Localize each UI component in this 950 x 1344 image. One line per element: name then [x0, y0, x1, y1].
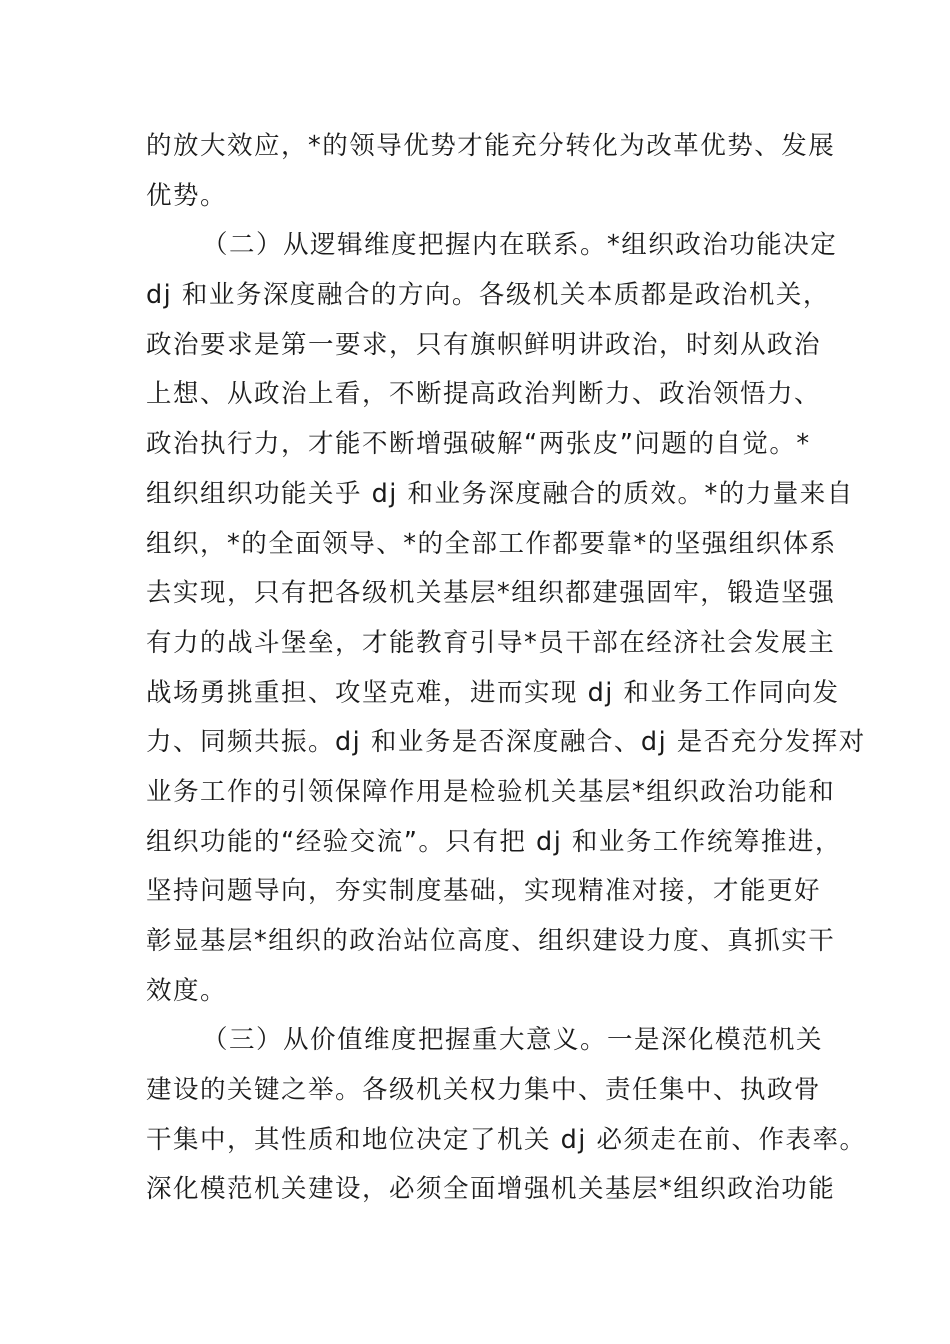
- section-heading-line: （二）从逻辑维度把握内在联系。*组织政治功能决定: [202, 230, 838, 261]
- text-line: 组织组织功能关乎 dj 和业务深度融合的质效。*的力量来自: [146, 478, 854, 509]
- text-line: 干集中，其性质和地位决定了机关 dj 必须走在前、作表率。: [146, 1124, 867, 1155]
- text-line: 政治要求是第一要求，只有旗帜鲜明讲政治，时刻从政治: [146, 329, 822, 360]
- text-line: dj 和业务深度融合的方向。各级机关本质都是政治机关，: [146, 280, 830, 311]
- section-heading-line: （三）从价值维度把握重大意义。一是深化模范机关: [202, 1025, 824, 1056]
- text-line: 组织，*的全面领导、*的全部工作都要靠*的坚强组织体系: [146, 528, 837, 559]
- text-line: 有力的战斗堡垒，才能教育引导*员干部在经济社会发展主: [146, 627, 836, 658]
- text-line: 深化模范机关建设，必须全面增强机关基层*组织政治功能: [146, 1174, 836, 1205]
- text-line: 彰显基层*组织的政治站位高度、组织建设力度、真抓实干: [146, 926, 836, 956]
- text-line: 的放大效应，*的领导优势才能充分转化为改革优势、发展: [146, 131, 836, 161]
- text-line: 组织功能的“经验交流”。只有把 dj 和业务工作统筹推进，: [146, 826, 842, 857]
- text-line: 业务工作的引领保障作用是检验机关基层*组织政治功能和: [146, 776, 836, 807]
- text-line: 优势。: [146, 180, 228, 211]
- text-line: 效度。: [146, 975, 228, 1006]
- text-line: 建设的关键之举。各级机关权力集中、责任集中、执政骨: [146, 1075, 822, 1106]
- text-line: 上想、从政治上看，不断提高政治判断力、政治领悟力、: [146, 379, 822, 410]
- text-line: 战场勇挑重担、攻坚克难，进而实现 dj 和业务工作同向发: [146, 677, 840, 708]
- text-line: 坚持问题导向，夯实制度基础，实现精准对接，才能更好: [146, 876, 822, 907]
- document-body: [146, 122, 867, 1215]
- text-line: 力、同频共振。dj 和业务是否深度融合、dj 是否充分发挥对: [146, 727, 866, 758]
- text-line: 政治执行力，才能不断增强破解“两张皮”问题的自觉。*: [146, 429, 811, 460]
- text-line: 去实现，只有把各级机关基层*组织都建强固牢，锻造坚强: [146, 578, 836, 609]
